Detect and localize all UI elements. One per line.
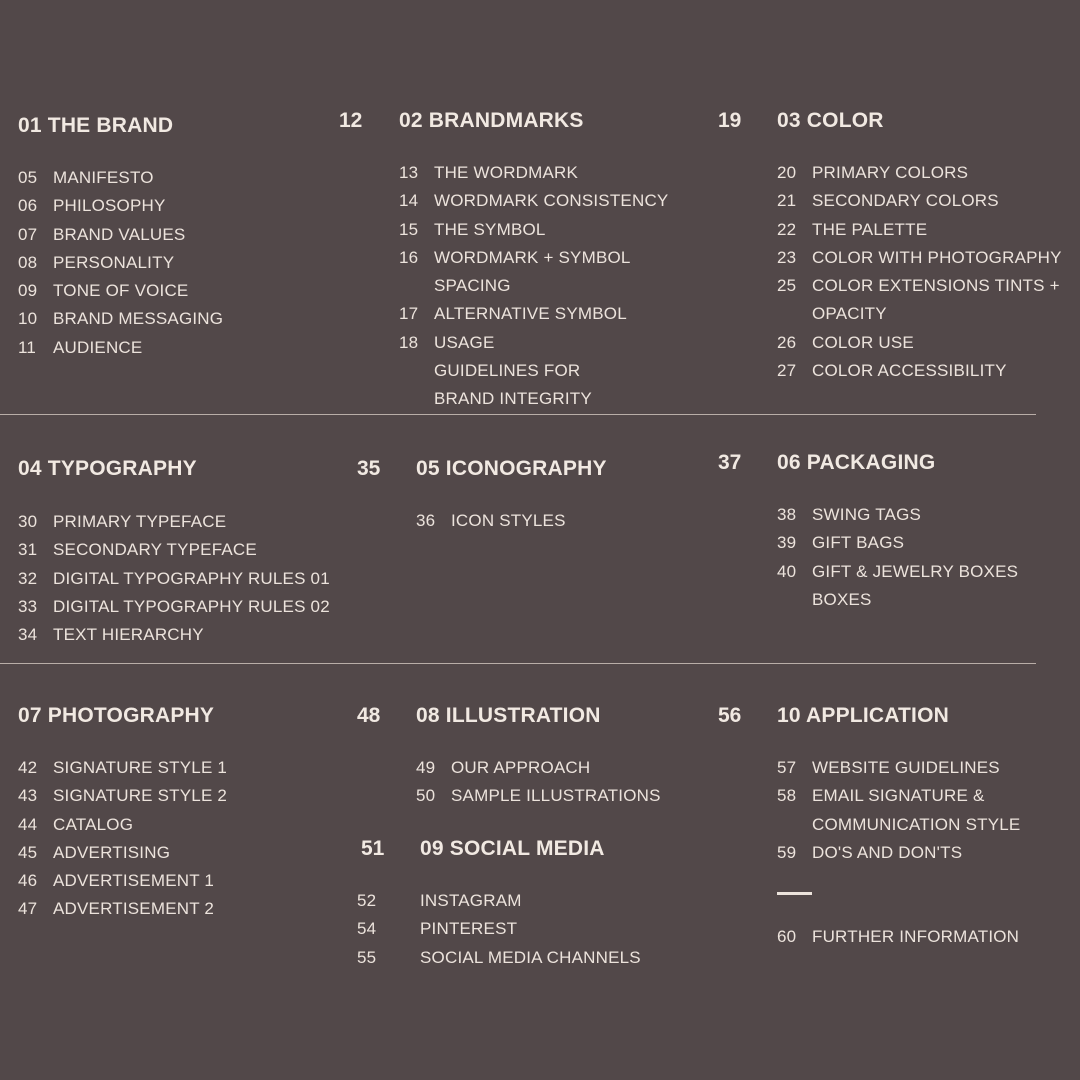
toc-item-label: COLOR EXTENSIONS TINTS + OPACITY (812, 276, 1060, 324)
section-title-color: 03 COLOR (777, 109, 884, 132)
toc-item-label: SOCIAL MEDIA CHANNELS (420, 947, 641, 967)
toc-item-label: TEXT HIERARCHY (53, 625, 204, 645)
toc-item-page: 32 (18, 568, 38, 588)
toc-item-page: 11 (18, 337, 37, 357)
toc-item-label: THE SYMBOL (434, 219, 546, 239)
toc-item[interactable] (399, 329, 668, 414)
toc-item-label: AUDIENCE (53, 337, 143, 357)
section-title-iconography: 05 ICONOGRAPHY (416, 457, 607, 480)
toc-item[interactable] (416, 507, 566, 535)
section-list-iconography (416, 507, 566, 535)
toc-item[interactable] (777, 159, 1062, 187)
toc-item[interactable] (18, 249, 223, 277)
toc-item-label: ALTERNATIVE SYMBOL (434, 304, 627, 324)
section-title-application: 10 APPLICATION (777, 704, 949, 727)
toc-item-page: 42 (18, 758, 38, 777)
toc-item[interactable] (18, 565, 330, 593)
toc-item-page: 20 (777, 163, 797, 182)
toc-item[interactable] (777, 839, 1020, 867)
toc-item-page: 36 (416, 511, 436, 530)
toc-item-label: GIFT BAGS (812, 533, 905, 553)
divider-2 (0, 663, 1036, 664)
toc-item-page: 10 (18, 309, 38, 329)
toc-item-page: 60 (777, 927, 797, 946)
toc-item-label: PRIMARY TYPEFACE (53, 512, 227, 531)
toc-item[interactable] (399, 216, 668, 244)
further-information (777, 923, 1019, 951)
toc-item-label: SAMPLE ILLUSTRATIONS (451, 786, 661, 806)
section-list-packaging (777, 501, 1018, 614)
toc-item-label: MANIFESTO (53, 168, 154, 187)
toc-item[interactable] (357, 887, 641, 915)
toc-item-page: 43 (18, 786, 38, 806)
toc-item[interactable] (18, 593, 330, 621)
section-title-photography: 07 PHOTOGRAPHY (18, 704, 215, 727)
toc-item[interactable] (399, 300, 668, 328)
toc-item-label: DIGITAL TYPOGRAPHY RULES 02 (53, 596, 330, 616)
toc-item[interactable] (18, 277, 223, 305)
toc-item-page: 18 (399, 332, 419, 352)
toc-item-label: ADVERTISEMENT 1 (53, 871, 215, 891)
toc-item-label: SIGNATURE STYLE 2 (53, 786, 228, 806)
toc-item-label: INSTAGRAM (420, 891, 522, 910)
toc-item-page: 55 (357, 947, 377, 967)
toc-item-label: GIFT & JEWELRY BOXES BOXES (812, 561, 1019, 609)
section-list-illustration (416, 754, 661, 811)
toc-item-label: COLOR ACCESSIBILITY (812, 361, 1007, 381)
toc-item[interactable] (777, 923, 1019, 951)
toc-item-page: 27 (777, 361, 797, 381)
toc-item-page: 08 (18, 252, 38, 272)
toc-item[interactable] (777, 357, 1062, 385)
toc-item[interactable] (18, 839, 227, 867)
toc-item-label: PHILOSOPHY (53, 196, 166, 216)
section-list-social-media (357, 887, 641, 972)
toc-item[interactable] (357, 915, 641, 943)
toc-item-page: 30 (18, 512, 38, 531)
toc-item-label: PRIMARY COLORS (812, 163, 969, 182)
section-list-color (777, 159, 1062, 385)
toc-item-label: CATALOG (53, 814, 134, 834)
toc-item[interactable] (777, 272, 1062, 329)
section-title-typography: 04 TYPOGRAPHY (18, 457, 197, 480)
toc-item-label: SECONDARY COLORS (812, 191, 999, 211)
toc-item-page: 39 (777, 533, 797, 553)
page-number-brandmarks: 12 (339, 109, 363, 132)
toc-item-page: 14 (399, 191, 419, 211)
toc-item-page: 52 (357, 891, 377, 910)
section-title-packaging: 06 PACKAGING (777, 451, 936, 474)
divider-1 (0, 414, 1036, 415)
toc-item-label: TONE OF VOICE (53, 281, 189, 301)
toc-item-page: 44 (18, 814, 38, 834)
toc-item[interactable] (18, 334, 223, 362)
toc-item[interactable] (399, 187, 668, 215)
toc-item[interactable] (399, 244, 668, 301)
section-title-the-brand: 01 THE BRAND (18, 114, 174, 137)
toc-item-label: PINTEREST (420, 919, 518, 939)
toc-item-page: 50 (416, 786, 436, 806)
toc-item-label: THE PALETTE (812, 219, 928, 239)
toc-item[interactable] (777, 529, 1018, 557)
toc-item-page: 21 (777, 191, 797, 211)
toc-item-page: 45 (18, 842, 38, 862)
toc-item-label: SECONDARY TYPEFACE (53, 540, 257, 560)
section-list-application (777, 754, 1020, 867)
toc-item-page: 06 (18, 196, 38, 216)
toc-item-label: PERSONALITY (53, 252, 175, 272)
toc-item[interactable] (18, 192, 223, 220)
toc-item[interactable] (777, 754, 1020, 782)
toc-item-page: 31 (18, 540, 38, 560)
toc-item[interactable] (416, 754, 661, 782)
toc-item[interactable] (777, 244, 1062, 272)
toc-item-label: SWING TAGS (812, 505, 922, 524)
toc-item[interactable] (18, 867, 227, 895)
toc-item-label: COLOR USE (812, 332, 914, 352)
toc-item-page: 16 (399, 247, 419, 267)
toc-item-label: OUR APPROACH (451, 758, 591, 777)
page-number-iconography: 35 (357, 457, 381, 480)
toc-item-label: WORDMARK + SYMBOL SPACING (434, 247, 631, 296)
toc-item-page: 54 (357, 919, 377, 939)
section-title-social-media: 09 SOCIAL MEDIA (420, 837, 605, 860)
toc-item-page: 57 (777, 758, 797, 777)
page-number-color: 19 (718, 109, 742, 132)
page-number-packaging: 37 (718, 451, 742, 474)
toc-item-page: 13 (399, 163, 419, 182)
toc-item-page: 40 (777, 561, 797, 581)
page-number-application: 56 (718, 704, 742, 727)
toc-item-page: 26 (777, 332, 797, 352)
toc-item-page: 07 (18, 224, 38, 244)
toc-item-label: EMAIL SIGNATURE & COMMUNICATION STYLE (812, 786, 1021, 834)
toc-item-page: 17 (399, 304, 419, 324)
toc-item[interactable] (18, 895, 227, 923)
toc-item-page: 09 (18, 281, 38, 301)
toc-item-page: 15 (399, 219, 419, 239)
section-title-brandmarks: 02 BRANDMARKS (399, 109, 584, 132)
toc-item[interactable] (357, 944, 641, 972)
toc-item-page: 47 (18, 899, 38, 919)
toc-item-label: ADVERTISING (53, 842, 171, 862)
toc-item-page: 22 (777, 219, 797, 239)
toc-item-page: 23 (777, 247, 797, 267)
toc-item-label: WORDMARK CONSISTENCY (434, 191, 669, 211)
toc-item[interactable] (18, 305, 223, 333)
toc-item[interactable] (18, 164, 223, 192)
toc-item[interactable] (18, 782, 227, 810)
toc-item-label: USAGE GUIDELINES FOR BRAND INTEGRITY (434, 332, 592, 409)
short-divider (777, 892, 812, 895)
toc-item-page: 58 (777, 786, 797, 806)
toc-item-label: BRAND VALUES (53, 224, 186, 244)
toc-item[interactable] (18, 536, 330, 564)
toc-item-label: THE WORDMARK (434, 163, 579, 182)
toc-item[interactable] (18, 811, 227, 839)
toc-item-page: 25 (777, 276, 797, 296)
toc-item[interactable] (777, 187, 1062, 215)
toc-item[interactable] (777, 558, 1018, 615)
toc-item[interactable] (416, 782, 661, 810)
toc-item-label: WEBSITE GUIDELINES (812, 758, 1000, 777)
page-number-social-media: 51 (361, 837, 385, 860)
toc-item-page: 33 (18, 596, 38, 616)
section-title-illustration: 08 ILLUSTRATION (416, 704, 601, 727)
toc-item[interactable] (777, 501, 1018, 529)
toc-item-page: 34 (18, 625, 38, 645)
toc-item-label: COLOR WITH PHOTOGRAPHY (812, 247, 1062, 267)
toc-item[interactable] (777, 782, 1020, 839)
toc-item-label: DIGITAL TYPOGRAPHY RULES 01 (53, 568, 330, 588)
toc-item-page: 38 (777, 505, 797, 524)
toc-item-page: 49 (416, 758, 436, 777)
toc-item[interactable] (777, 329, 1062, 357)
toc-item-label: ADVERTISEMENT 2 (53, 899, 215, 919)
toc-item-page: 59 (777, 842, 797, 862)
section-list-the-brand (18, 164, 223, 362)
page-number-illustration: 48 (357, 704, 381, 727)
toc-item[interactable] (777, 216, 1062, 244)
toc-item-label: ICON STYLES (451, 511, 566, 530)
section-list-typography (18, 508, 330, 649)
toc-item[interactable] (18, 508, 330, 536)
section-list-brandmarks (399, 159, 668, 414)
section-list-photography (18, 754, 227, 924)
toc-item-label: SIGNATURE STYLE 1 (53, 758, 228, 777)
toc-item-label: BRAND MESSAGING (53, 309, 224, 329)
toc-item[interactable] (18, 621, 330, 649)
toc-item-label: FURTHER INFORMATION (812, 927, 1020, 946)
toc-item[interactable] (18, 221, 223, 249)
toc-item-page: 46 (18, 871, 38, 891)
toc-item-label: DO'S AND DON'TS (812, 842, 963, 862)
toc-item[interactable] (399, 159, 668, 187)
toc-item[interactable] (18, 754, 227, 782)
toc-item-page: 05 (18, 168, 38, 187)
